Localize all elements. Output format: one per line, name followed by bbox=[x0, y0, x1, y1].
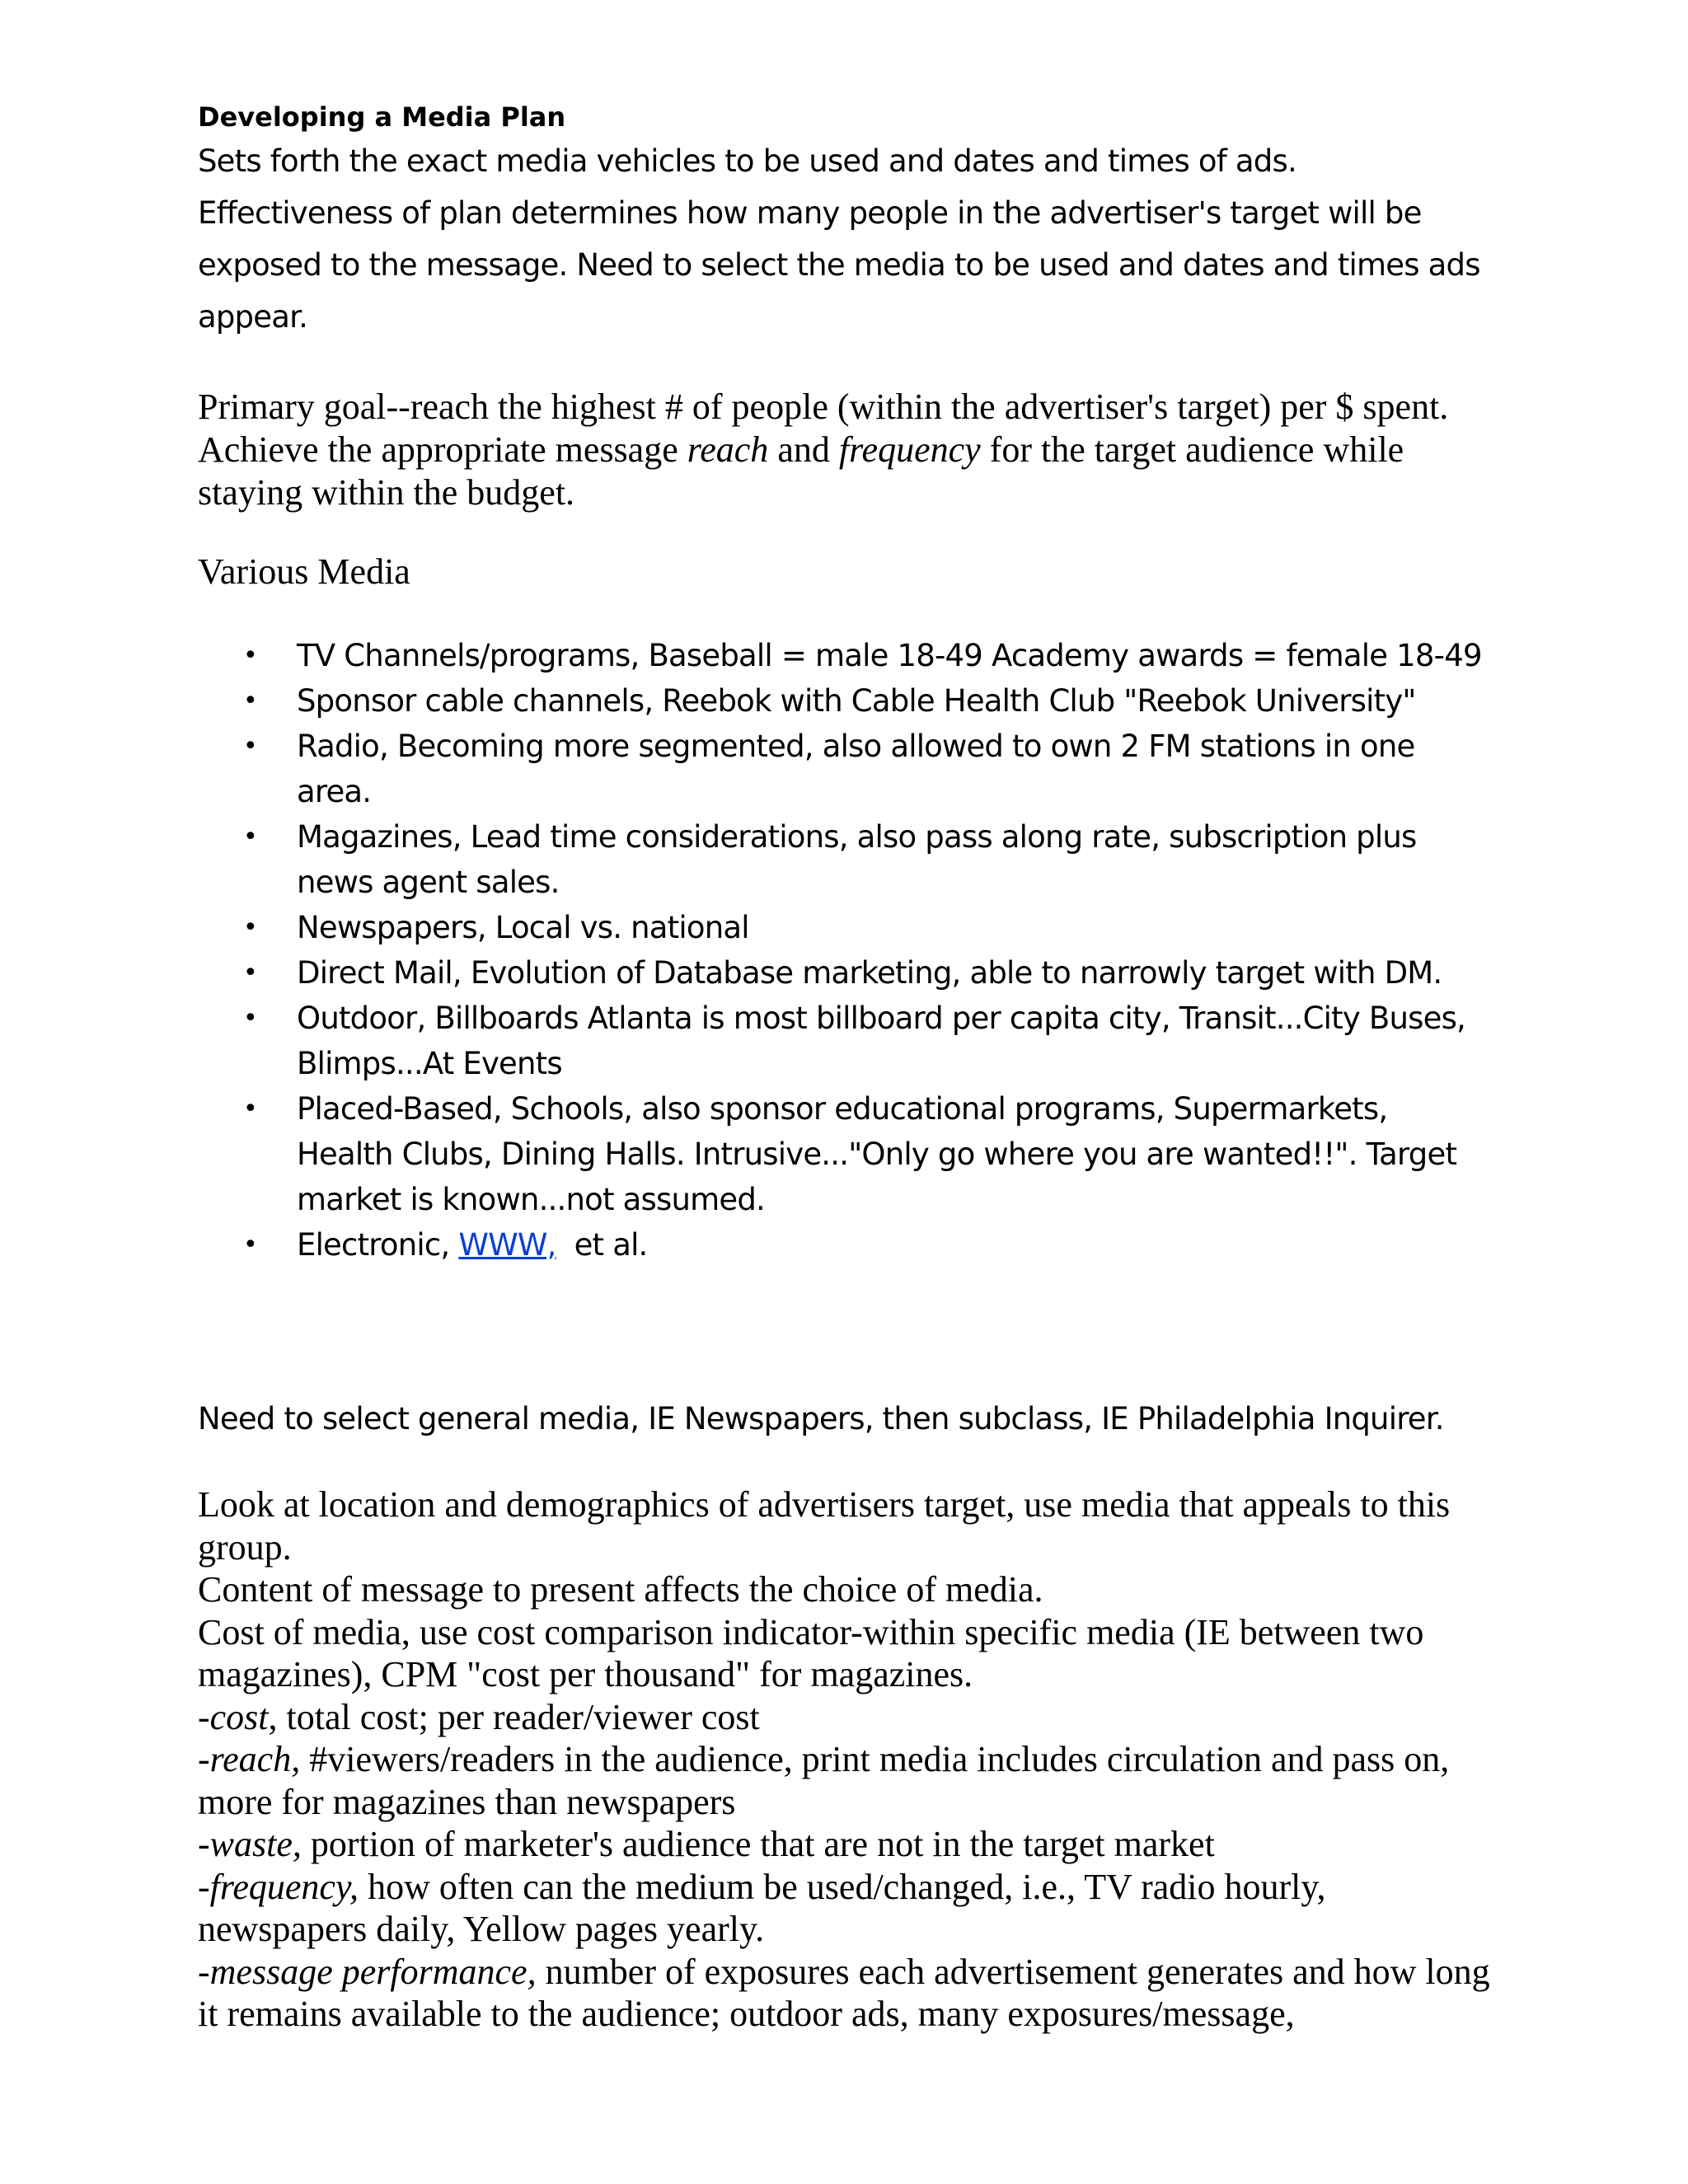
list-item bbox=[198, 633, 1484, 678]
criteria-dash: - bbox=[198, 1824, 210, 1864]
criteria-item-reach bbox=[198, 1738, 1500, 1823]
criteria-dash: - bbox=[198, 1696, 210, 1737]
bullet-icon: • bbox=[243, 641, 257, 670]
list-item bbox=[198, 950, 1484, 996]
list-item-text: Radio, Becoming more segmented, also allowed to own 2 FM stations in one area. bbox=[297, 729, 1415, 809]
page-title: Developing a Media Plan bbox=[198, 101, 566, 133]
criteria-item-cost bbox=[198, 1696, 1500, 1739]
criteria-text: portion of marketer's audience that are not in the target market bbox=[301, 1824, 1215, 1864]
criteria-text: , total cost; per reader/viewer cost bbox=[268, 1696, 760, 1737]
goal-and-text: and bbox=[768, 429, 839, 470]
list-item-text: Magazines, Lead time considerations, also pass along rate, subscription plus news agent sales. bbox=[297, 819, 1417, 900]
list-item-electronic bbox=[198, 1222, 1484, 1268]
criteria-dash: - bbox=[198, 1951, 210, 1992]
electronic-suffix: et al. bbox=[556, 1227, 648, 1263]
list-item bbox=[198, 1086, 1484, 1222]
list-item bbox=[198, 996, 1484, 1086]
electronic-prefix: Electronic, bbox=[297, 1227, 459, 1263]
criteria-text: number of exposures each advertisement generates and how long it remains available to the audience; outdoor ads, many exposures/message, bbox=[198, 1951, 1490, 2034]
location-paragraph: Look at location and demographics of advertisers target, use media that appeals to this group. bbox=[198, 1484, 1451, 1568]
criteria-term: frequency, bbox=[209, 1866, 359, 1907]
list-item-text: Placed-Based, Schools, also sponsor educational programs, Supermarkets, Health Clubs, Dining Halls. Intrusive..."Only go where you are wanted!!". Target market is known...not assumed. bbox=[297, 1091, 1457, 1217]
www-link[interactable]: WWW, bbox=[458, 1227, 556, 1263]
media-list bbox=[198, 633, 1484, 1268]
criteria-item-waste bbox=[198, 1823, 1500, 1866]
frequency-term: frequency bbox=[838, 429, 981, 470]
intro-paragraph: Sets forth the exact media vehicles to be used and dates and times of ads. Effectiveness of plan determines how many people in the advertiser's target will be exposed to the message. Need to select the media to be used and dates and times ads appear. bbox=[198, 143, 1480, 335]
bullet-icon: • bbox=[243, 687, 257, 715]
select-media-paragraph: Need to select general media, IE Newspapers, then subclass, IE Philadelphia Inquirer. bbox=[198, 1401, 1444, 1436]
list-item-text: TV Channels/programs, Baseball = male 18-49 Academy awards = female 18-49 bbox=[297, 638, 1482, 673]
bullet-icon: • bbox=[243, 1094, 257, 1123]
criteria-item-message-performance bbox=[198, 1951, 1500, 2036]
list-item bbox=[198, 905, 1484, 950]
list-item-text: Outdoor, Billboards Atlanta is most billboard per capita city, Transit...City Buses, Blimps...At Events bbox=[297, 1001, 1466, 1081]
bullet-icon: • bbox=[243, 732, 257, 761]
criteria-dash: - bbox=[198, 1739, 210, 1779]
goal-text-start: Achieve the appropriate message bbox=[198, 429, 687, 470]
bullet-icon: • bbox=[243, 913, 257, 942]
bullet-icon: • bbox=[243, 1230, 257, 1259]
list-item bbox=[198, 814, 1484, 905]
list-item-text: Direct Mail, Evolution of Database marketing, able to narrowly target with DM. bbox=[297, 955, 1442, 991]
primary-goal-paragraph bbox=[198, 386, 1500, 514]
criteria-term: reach, bbox=[209, 1739, 301, 1779]
list-item-text: Newspapers, Local vs. national bbox=[297, 910, 749, 945]
criteria-dash: - bbox=[198, 1866, 210, 1907]
bullet-icon: • bbox=[243, 958, 257, 987]
various-media-heading: Various Media bbox=[198, 551, 410, 592]
criteria-text: how often can the medium be used/changed, i.e., TV radio hourly, newspapers daily, Yellow pages yearly. bbox=[198, 1866, 1326, 1949]
bullet-icon: • bbox=[243, 823, 257, 851]
primary-goal-line: Primary goal--reach the highest # of people (within the advertiser's target) per $ spent. bbox=[198, 387, 1449, 427]
reach-term: reach bbox=[687, 429, 769, 470]
media-criteria-section bbox=[198, 1483, 1500, 2036]
list-item-text: Sponsor cable channels, Reebok with Cable Health Club "Reebok University" bbox=[297, 683, 1416, 719]
criteria-term: message performance, bbox=[209, 1951, 537, 1992]
criteria-text: #viewers/readers in the audience, print media includes circulation and pass on, more for magazines than newspapers bbox=[198, 1739, 1450, 1822]
criteria-item-frequency bbox=[198, 1866, 1500, 1951]
bullet-icon: • bbox=[243, 1004, 257, 1033]
goal-text-end: for the target audience while staying within the budget. bbox=[198, 429, 1404, 513]
criteria-term: waste, bbox=[209, 1824, 302, 1864]
list-item bbox=[198, 678, 1484, 724]
criteria-term: cost bbox=[209, 1696, 269, 1737]
content-paragraph: Content of message to present affects the choice of media. bbox=[198, 1569, 1043, 1610]
list-item bbox=[198, 724, 1484, 814]
cost-of-media-paragraph: Cost of media, use cost comparison indicator-within specific media (IE between two magazines), CPM "cost per thousand" for magazines. bbox=[198, 1611, 1424, 1694]
